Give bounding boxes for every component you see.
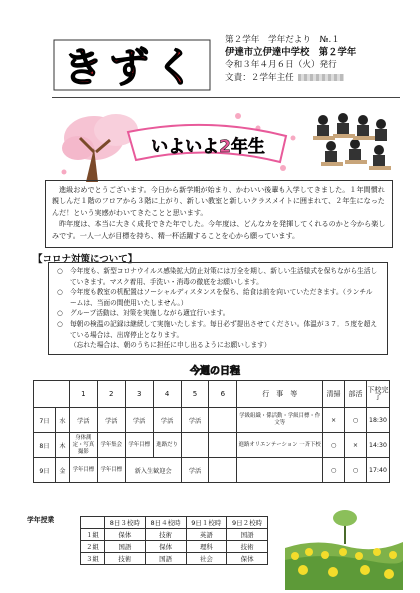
lesson-column-header: 8日３校時 [105,517,146,529]
issue-date: 令和３年４月６日（火）発行 [225,60,337,71]
lessons-corner [81,517,105,529]
lesson-column-header: 9日２校時 [227,517,268,529]
lesson-cell: 保体 [145,541,186,553]
period-cell: 学活 [97,408,125,433]
period-cell [209,408,237,433]
schedule-date: 7日 [34,408,56,433]
rapeseed-field-illustration [285,508,403,590]
club-cell: ○ [345,458,367,483]
schedule-header-row [34,381,390,408]
period-cell: 学活 [153,408,181,433]
svg-text:今週の日程: 今週の日程 [190,366,240,376]
period-header: 1 [69,381,97,408]
dismissal-time: 18:30 [366,408,389,433]
cherry-blossom-banner [58,108,308,184]
period-cell: 学年集会 [97,433,125,458]
event-cell: 進路オリエンテーション 一斉下校 [237,433,323,458]
lesson-column-header: 9日１校時 [186,517,227,529]
header-divider [52,97,400,98]
schedule-date: 8日 [34,433,56,458]
grade-lessons-table [80,516,268,565]
schedule-day: 水 [55,408,69,433]
period-cell: 学活 [125,408,153,433]
lesson-column-header: 8日４校時 [145,517,186,529]
club-cell: ○ [345,408,367,433]
schedule-row [34,433,390,458]
period-cell: 新入生歓迎会 [125,458,181,483]
cleaning-cell: ○ [323,458,345,483]
lesson-cell: 国語 [105,541,146,553]
corona-item: ○ 毎朝の検温の記録は継続して実施いたします。毎日必ず提出させてください。体温が３７．５度を超えている場合は、出席停止となります。 [57,319,379,340]
schedule-date: 9日 [34,458,56,483]
greeting-box [45,180,393,248]
lesson-cell: 保体 [105,529,146,541]
club-header: 部活 [345,381,367,408]
dismissal-header: 下校完了 [366,381,389,408]
redacted-name [298,74,344,81]
class-label: １組 [81,529,105,541]
newsletter-issue: 第２学年 学年だより №.１ [225,35,340,45]
class-label: ２組 [81,541,105,553]
period-cell: 進路だり [153,433,181,458]
schedule-corner [34,381,70,408]
period-header: 4 [153,381,181,408]
period-header: 3 [125,381,153,408]
period-cell [209,458,237,483]
corona-heading: 【コロナ対策について】 [33,254,138,265]
events-header: 行 事 等 [237,381,323,408]
schedule-day: 金 [55,458,69,483]
school-name: 伊達市立伊達中学校 第２学年 [225,46,357,58]
lesson-cell: 技術 [145,529,186,541]
greeting-paragraph-1: 進級おめでとうございます。今日から新学期が始まり、かわいい後輩も入学してきました。１年間慣れ親しんだ１階のフロアから３階に上がり、新しい教室と新しいクラスメイトに囲まれて、２年生になったんだ！という実感がわいてきたことと思います。 [52,185,385,217]
newsletter-logo [52,38,212,92]
schedule-title [170,364,260,376]
greeting-paragraph-2: 昨年度は、本当に大きく成長できた年でした。今年度は、どんなカを発揮してくれるのかと今から楽しみです。一人一人が目標を持ち、精一杯活躍することを心から願っています。 [52,219,386,240]
dismissal-time: 14:30 [366,433,389,458]
lesson-cell: 社会 [186,553,227,565]
schedule-day: 木 [55,433,69,458]
period-cell: 学活 [69,408,97,433]
author-line: 文責：２学年主任 [225,72,395,85]
svg-text:きずく: きずく [63,45,201,91]
lessons-row [81,541,268,553]
cleaning-cell: ○ [323,433,345,458]
lessons-heading: 学年授業 [27,516,55,524]
period-header: 6 [209,381,237,408]
period-cell: 学活 [181,408,209,433]
corona-item-note: （忘れた場合は、朝のうちに担任に申し出るようにお願いします） [70,341,271,350]
period-cell [181,433,209,458]
lesson-cell: 技術 [105,553,146,565]
class-label: ３組 [81,553,105,565]
schedule-row [34,408,390,433]
lesson-cell: 保体 [227,553,268,565]
period-header: 5 [181,381,209,408]
lesson-cell: 理科 [186,541,227,553]
cleaning-header: 清掃 [323,381,345,408]
period-cell: 学活 [181,458,209,483]
corona-item: ○ 今年度も、新型コロナウイルス感染拡大防止対策には万全を期し、新しい生活様式を保ちながら生活していきます。マスク着用、手洗い・消毒の徹底をお願いします。 [57,266,379,287]
schedule-row [34,458,390,483]
lessons-row [81,553,268,565]
lessons-header-row [81,517,268,529]
period-cell: 学年目標 [125,433,153,458]
lesson-cell: 英語 [186,529,227,541]
header-info [225,34,395,84]
dismissal-time: 17:40 [366,458,389,483]
period-header: 2 [97,381,125,408]
event-cell: 学級組織・係活動・学級目標・作文等 [237,408,323,433]
banner-title: いよいよ2年生 [151,137,265,157]
lesson-cell: 技術 [227,541,268,553]
period-cell: 身体測定・写真撮影 [69,433,97,458]
lesson-cell: 国語 [145,553,186,565]
weekly-schedule-table [33,380,390,483]
event-cell [237,458,323,483]
cleaning-cell: × [323,408,345,433]
students-illustration [303,110,403,180]
lessons-row [81,529,268,541]
corona-item: ○ グループ活動は、対策を実施しながら適宜行います。 [57,308,379,319]
club-cell: × [345,433,367,458]
period-cell: 学年目標 [97,458,125,483]
corona-measures-box [48,262,388,355]
corona-item: ○ 今年度も教室の机配置はソーシャルディスタンスを保ち、給食は前を向いていただきます。（ランチルームは、当面の間使用いたしません。） [57,287,379,308]
lesson-cell: 国語 [227,529,268,541]
period-cell: 学年目標 [69,458,97,483]
period-cell [209,433,237,458]
